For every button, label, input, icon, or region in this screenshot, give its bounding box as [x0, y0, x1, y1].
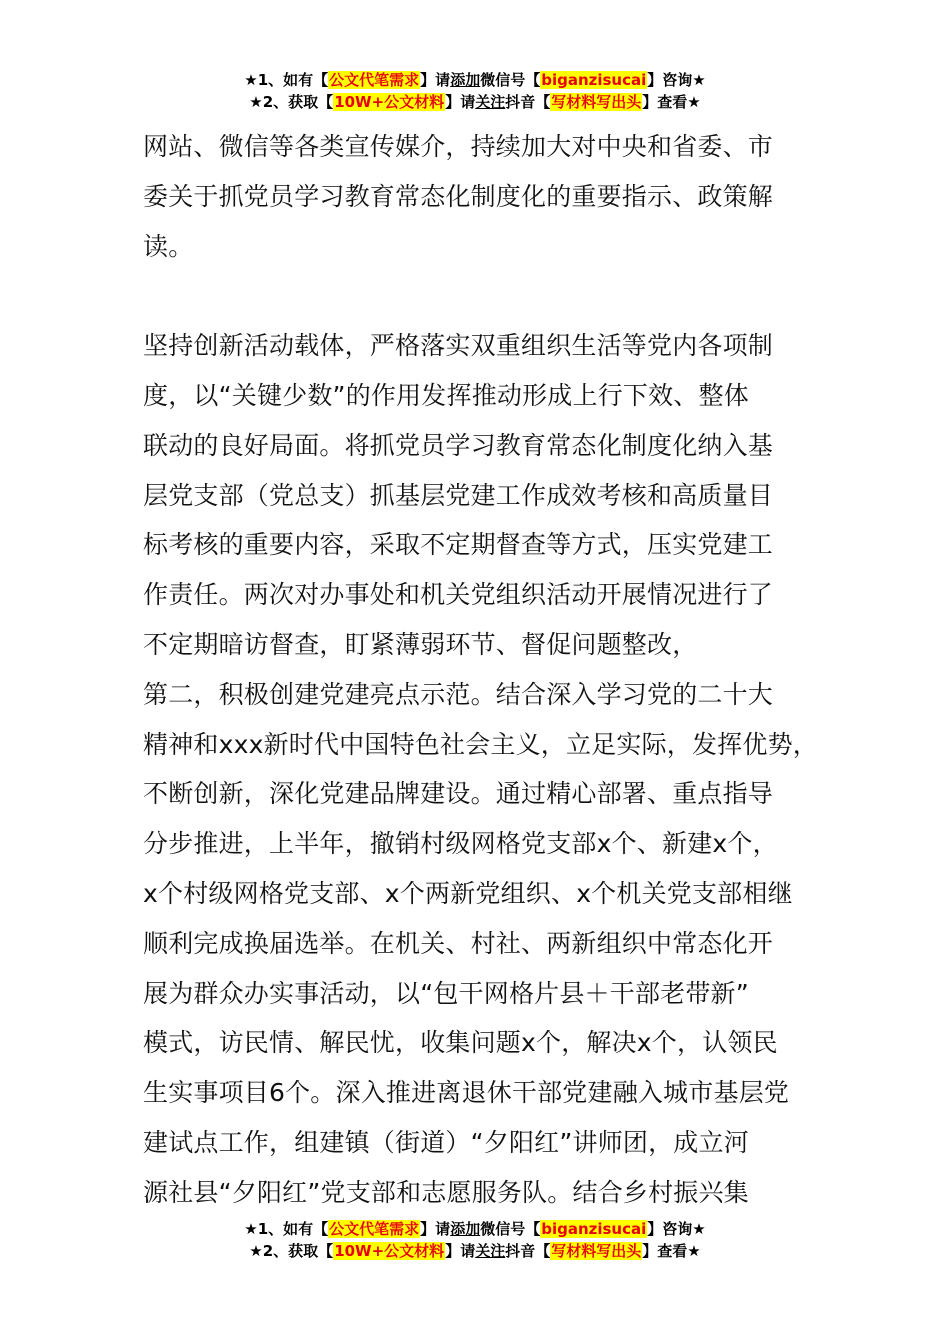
banner-text: ★2、获取【	[249, 93, 334, 111]
banner-text: 微信号【	[480, 1220, 541, 1238]
body-line: 建试点工作，组建镇（街道）“夕阳红”讲师团，成立河	[143, 1127, 749, 1157]
banner-highlight: 10W+公文材料	[334, 93, 445, 111]
body-line: 不断创新，深化党建品牌建设。通过精心部署、重点指导	[143, 779, 774, 809]
banner-line-2	[0, 91, 950, 113]
banner-text: 】咨询★	[647, 1220, 706, 1238]
banner-highlight: 写材料写出头	[551, 1242, 642, 1260]
banner-text: 】请	[445, 93, 476, 111]
banner-highlight: biganzisucai	[541, 71, 647, 89]
document-body	[143, 122, 833, 1218]
body-line: 网站、微信等各类宣传媒介，持续加大对中央和省委、市	[143, 132, 774, 161]
body-line: 联动的良好局面。将抓党员学习教育常态化制度化纳入基	[143, 430, 774, 460]
body-line: 顺利完成换届选举。在机关、村社、两新组织中常态化开	[143, 928, 774, 958]
body-line: 精神和xxx新时代中国特色社会主义，立足实际，发挥优势，	[143, 729, 818, 759]
banner-text: ★2、获取【	[249, 1242, 334, 1260]
banner-text: ★1、如有【	[244, 1220, 329, 1238]
body-line: 展为群众办实事活动，以“包干网格片县＋干部老带新”	[143, 978, 749, 1008]
banner-underlined: 关注	[475, 1242, 506, 1260]
banner-text: 】查看★	[642, 93, 701, 111]
body-line: 不定期暗访督查，盯紧薄弱环节、督促问题整改，	[143, 629, 698, 659]
banner-text: ★1、如有【	[244, 71, 329, 89]
body-line: 源社县“夕阳红”党支部和志愿服务队。结合乡村振兴集	[143, 1177, 749, 1207]
banner-highlight: 公文代笔需求	[329, 71, 420, 89]
bottom-banner	[0, 1218, 950, 1262]
banner-highlight: 写材料写出头	[551, 93, 642, 111]
banner-line-2	[0, 1240, 950, 1262]
banner-highlight: 10W+公文材料	[334, 1242, 445, 1260]
banner-underlined: 添加	[450, 1220, 481, 1238]
banner-text: 】请	[420, 71, 451, 89]
body-line: 坚持创新活动载体，严格落实双重组织生活等党内各项制	[143, 331, 774, 361]
body-line: 分步推进，上半年，撤销村级网格党支部x个、新建x个，	[143, 829, 778, 859]
body-line: 第二，积极创建党建亮点示范。结合深入学习党的二十大	[143, 679, 774, 709]
banner-text: 微信号【	[480, 71, 541, 89]
banner-underlined: 关注	[475, 93, 506, 111]
body-line: 度，以“关键少数”的作用发挥推动形成上行下效、整体	[143, 380, 749, 410]
body-line: 生实事项目6个。深入推进离退休干部党建融入城市基层党	[143, 1078, 790, 1108]
banner-text: 抖音【	[505, 1242, 551, 1260]
banner-highlight: 公文代笔需求	[329, 1220, 420, 1238]
body-line: x个村级网格党支部、x个两新党组织、x个机关党支部相继	[143, 878, 793, 908]
top-banner	[0, 69, 950, 113]
body-line: 作责任。两次对办事处和机关党组织活动开展情况进行了	[143, 580, 774, 610]
body-line: 模式，访民情、解民忧，收集问题x个，解决x个，认领民	[143, 1028, 778, 1058]
body-line: 标考核的重要内容，采取不定期督查等方式，压实党建工	[143, 530, 774, 560]
banner-line-1	[0, 1218, 950, 1240]
banner-text: 】咨询★	[647, 71, 706, 89]
body-line: 委关于抓党员学习教育常态化制度化的重要指示、政策解	[143, 181, 774, 211]
banner-highlight: biganzisucai	[541, 1220, 647, 1238]
blank-line	[143, 271, 833, 321]
banner-text: 】查看★	[642, 1242, 701, 1260]
banner-underlined: 添加	[450, 71, 481, 89]
body-line: 读。	[143, 231, 194, 261]
banner-text: 】请	[420, 1220, 451, 1238]
body-line: 层党支部（党总支）抓基层党建工作成效考核和高质量目	[143, 480, 774, 510]
banner-text: 抖音【	[505, 93, 551, 111]
banner-line-1	[0, 69, 950, 91]
banner-text: 】请	[445, 1242, 476, 1260]
